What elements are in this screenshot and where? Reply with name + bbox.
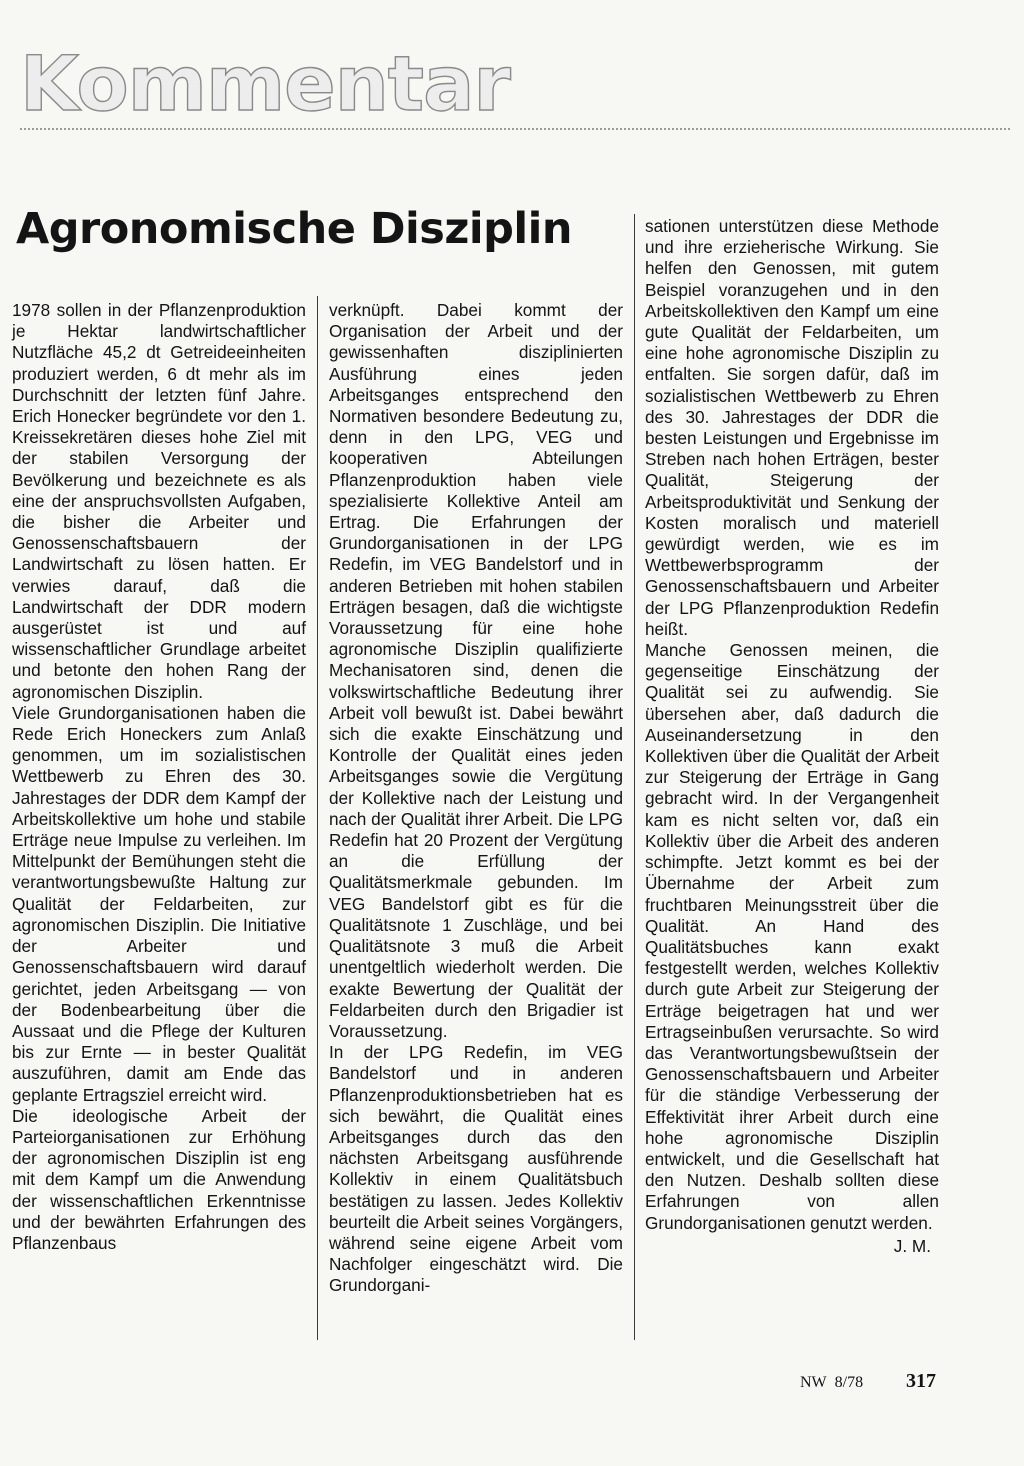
journal-name: NW (800, 1374, 827, 1391)
paragraph: Viele Grundorganisationen haben die Rede Erich Honeckers zum Anlaß genommen, um im sozialistischen Wettbewerb zu Ehren des 30. Jahrestages der DDR dem Kampf der Arbeitskollektive um hohe und stabile Erträge neue Impulse zu verleihen. Im Mittelpunkt der Bemühungen steht die verantwortungsbewußte Haltung zur Qualität der Feldarbeiten, zur agronomischen Disziplin. Die Initiative der Arbeiter und Genossenschaftsbauern wird darauf gerichtet, jeden Arbeitsgang — von der Bodenbearbeitung über die Aussaat und die Pflege der Kulturen bis zur Ernte — in bester Qualität auszuführen, damit am Ende das geplante Ertragsziel erreicht wird. (12, 702, 306, 1105)
paragraph: Die ideologische Arbeit der Parteiorganisationen zur Erhöhung der agronomischen Disziplin ist eng mit dem Kampf um die Anwendung der wissenschaftlichen Erkenntnisse und der bewährten Erfahrungen des Pflanzenbaus (12, 1105, 306, 1253)
paragraph: Manche Genossen meinen, die gegenseitige Einschätzung der Qualität sei zu aufwendig. Sie übersehen aber, daß dadurch die Auseinandersetzung in den Kollektiven über die Qualität der Arbeit zur Steigerung der Erträge in Gang gebracht wird. In der Vergangenheit kam es nicht selten vor, daß ein Kollektiv über die Arbeit des anderen schimpfte. Jetzt kommt es bei der Übernahme der Arbeit zum fruchtbaren Meinungsstreit über die Qualität. An Hand des Qualitätsbuches kann exakt festgestellt werden, welches Kollektiv durch gute Arbeit zur Steigerung der Erträge beigetragen hat und wer Ertragseinbußen verursachte. So wird das Verantwortungsbewußtsein der Genossenschaftsbauern und Arbeiter für die ständige Verbesserung der Effektivität ihrer Arbeit durch eine hohe agronomische Disziplin entwickelt, und die Gesellschaft hat den Nutzen. Deshalb sollten diese Erfahrungen von allen Grundorganisationen genutzt werden. (645, 640, 939, 1233)
journal-issue (800, 1374, 863, 1392)
paragraph: In der LPG Redefin, im VEG Bandelstorf und in anderen Pflanzenproduktionsbetrieben hat es sich bewährt, die Qualität eines Arbeitsganges durch das den nächsten Arbeitsgang ausführende Kollektiv in einem Qualitätsbuch bestätigen zu lassen. Jedes Kollektiv beurteilt die Arbeit seines Vorgängers, während seine eigene Arbeit vom Nachfolger eingeschätzt wird. Die Grundorgani- (329, 1042, 623, 1296)
article-column-1 (12, 300, 306, 1254)
paragraph: verknüpft. Dabei kommt der Organisation der Arbeit und der gewissenhaften disziplinierten Ausführung eines jeden Arbeitsganges entsprechend den Normativen besondere Bedeutung zu, denn in den LPG, VEG und kooperativen Abteilungen Pflanzenproduktion haben viele spezialisierte Kollektive Anteil am Ertrag. Die Erfahrungen der Grundorganisationen in der LPG Redefin, im VEG Bandelstorf und in anderen Betrieben mit hohen stabilen Erträgen besagen, daß die wichtigste Voraussetzung für eine hohe agronomische Disziplin qualifizierte Mechanisatoren sind, denen die volkswirtschaftliche Bedeutung ihrer Arbeit voll bewußt ist. Dabei bewährt sich die exakte Einschätzung und Kontrolle der Qualität eines jeden Arbeitsganges sowie die Vergütung der Kollektive nach der Leistung und nach der Qualität ihrer Arbeit. Die LPG Redefin hat 20 Prozent der Vergütung an die Erfüllung der Qualitätsmerkmale gebunden. Im VEG Bandelstorf gibt es für die Qualitätsnote 1 Zuschläge, und bei Qualitätsnote 3 muß die Arbeit unentgeltlich wiederholt werden. Die exakte Bewertung der Qualität der Feldarbeiten durch den Brigadier ist Voraussetzung. (329, 300, 623, 1041)
article-column-3 (645, 216, 939, 1257)
article-column-2 (329, 300, 623, 1297)
paragraph: 1978 sollen in der Pflanzenproduktion je Hektar landwirtschaftlicher Nutzfläche 45,2 dt Getreideeinheiten produziert werden, 6 dt mehr als im Durchschnitt der letzten fünf Jahre. Erich Honecker begründete vor den 1. Kreissekretären dieses hohe Ziel mit der stabilen Versorgung der Bevölkerung und bezeichnete es als eine der anspruchsvollsten Aufgaben, die bisher die Arbeiter und Genossenschaftsbauern der Landwirtschaft zu lösen hatten. Er verwies darauf, daß die Landwirtschaft der DDR modern ausgerüstet ist und auf wissenschaftlicher Grundlage arbeitet und betonte den hohen Rang der agronomischen Disziplin. (12, 300, 306, 702)
issue-number: 8/78 (834, 1374, 864, 1391)
page-number: 317 (906, 1370, 936, 1392)
section-kicker: Kommentar (20, 39, 510, 128)
paragraph: sationen unterstützen diese Methode und ihre erzieherische Wirkung. Sie helfen den Genossen, mit gutem Beispiel voranzugehen und in den Arbeitskollektiven den Kampf um eine gute Qualität der Feldarbeiten, um eine hohe agronomische Disziplin zu entfalten. Sie sorgen dafür, daß im sozialistischen Wettbewerb zu Ehren des 30. Jahrestages der DDR die besten Leistungen und Ergebnisse im Streben nach hohen Erträgen, bester Qualität, Steigerung der Arbeitsproduktivität und Senkung der Kosten moralisch und materiell gewürdigt werden, wie es im Wettbewerbsprogramm der Genossenschaftsbauern und Arbeiter der LPG Pflanzenproduktion Redefin heißt. (645, 216, 939, 639)
column-rule-2 (634, 214, 635, 1340)
article-headline: Agronomische Disziplin (16, 204, 572, 254)
author-signature: J. M. (893, 1235, 931, 1256)
kicker-rule (20, 128, 1010, 130)
column-rule-1 (317, 296, 318, 1340)
